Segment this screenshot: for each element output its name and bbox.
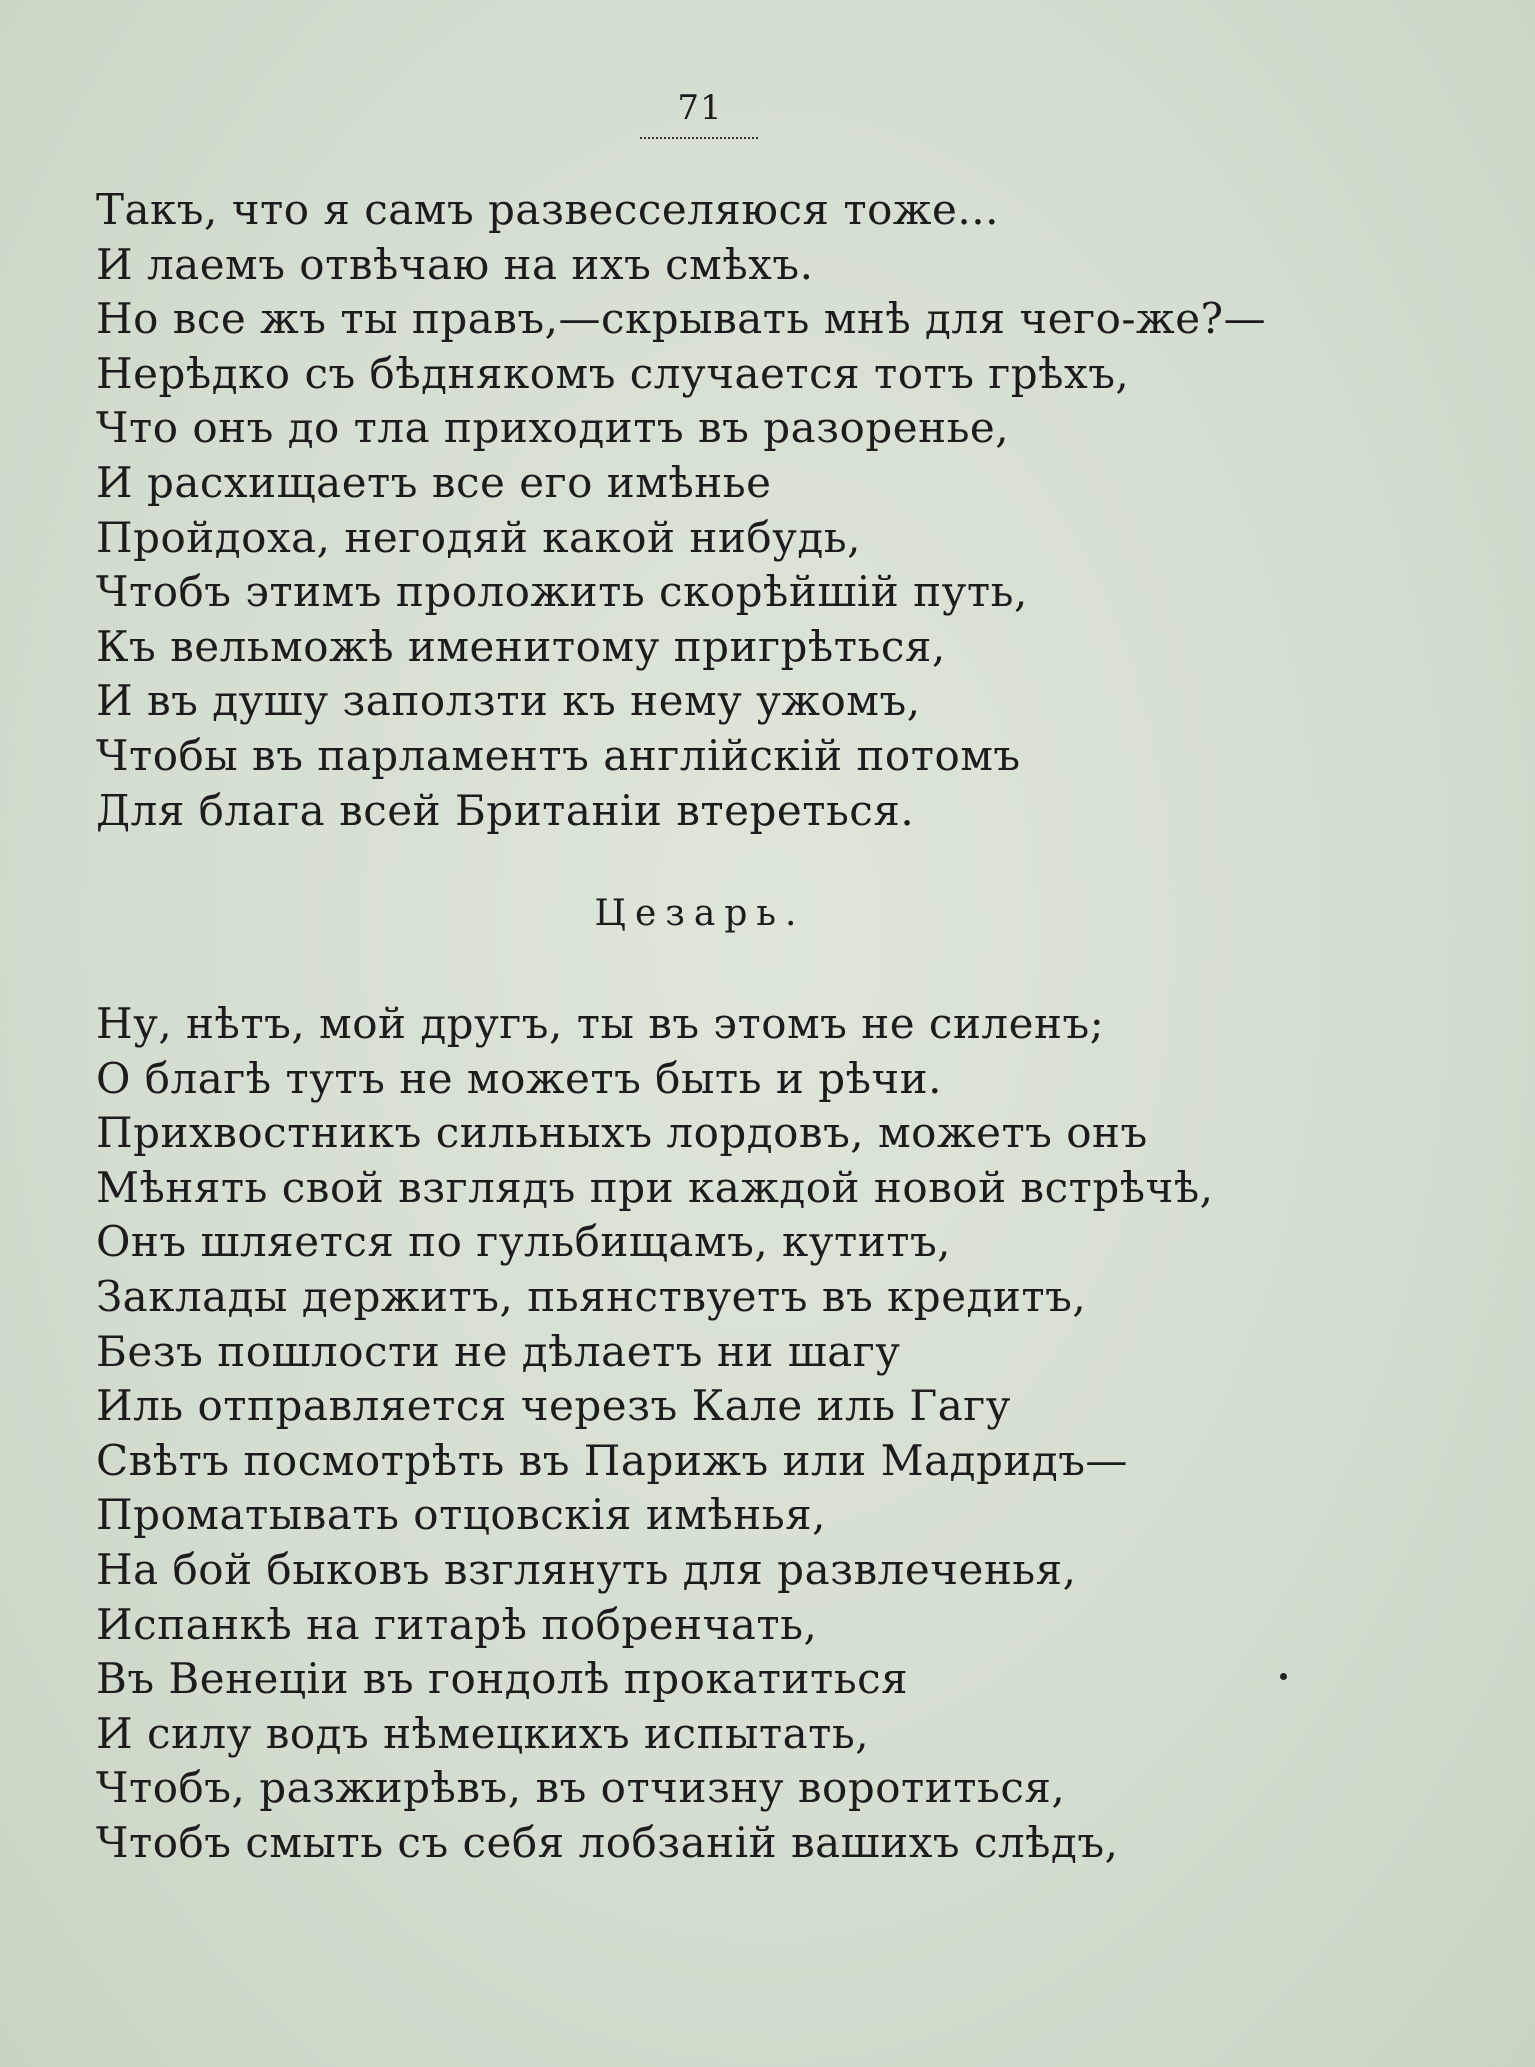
verse-line: Что онъ до тла приходитъ въ разоренье, bbox=[96, 403, 1010, 453]
verse-line: И силу водъ нѣмецкихъ испытать, bbox=[96, 1708, 870, 1758]
verse-line: Такъ, что я самъ развесселяюся тоже... bbox=[96, 185, 999, 234]
verse-line: Чтобы въ парламентъ англійскій потомъ bbox=[96, 730, 1021, 780]
verse-line: Пройдоха, негодяй какой нибудь, bbox=[96, 512, 861, 562]
verse-line: Мѣнять свой взглядъ при каждой новой встрѣчѣ, bbox=[96, 1162, 1214, 1212]
verse-line: Къ вельможѣ именитому пригрѣться, bbox=[96, 621, 946, 671]
verse-line: Въ Венеціи въ гондолѣ прокатиться bbox=[96, 1654, 909, 1704]
verse-line: Безъ пошлости не дѣлаетъ ни шагу bbox=[96, 1326, 901, 1376]
verse-line: И лаемъ отвѣчаю на ихъ смѣхъ. bbox=[96, 239, 814, 289]
verse-stanza-1 bbox=[96, 183, 1416, 838]
verse-line: Но все жъ ты правъ,—скрывать мнѣ для чего-же?— bbox=[96, 294, 1267, 344]
verse-line: Онъ шляется по гульбищамъ, кутитъ, bbox=[96, 1217, 952, 1267]
verse-line: Проматывать отцовскія имѣнья, bbox=[96, 1490, 827, 1540]
verse-line: Свѣтъ посмотрѣть въ Парижъ или Мадридъ— bbox=[96, 1435, 1128, 1485]
verse-stanza-2 bbox=[96, 997, 1416, 1871]
verse-line: Чтобъ этимъ проложить скорѣйшій путь, bbox=[96, 567, 1028, 617]
page-number-rule bbox=[640, 137, 758, 139]
verse-line: Иль отправляется черезъ Кале иль Гагу bbox=[96, 1381, 1011, 1431]
verse-line: О благѣ тутъ не можетъ быть и рѣчи. bbox=[96, 1053, 943, 1103]
verse-line: Ну, нѣтъ, мой другъ, ты въ этомъ не силенъ; bbox=[96, 999, 1105, 1048]
verse-line: И расхищаетъ все его имѣнье bbox=[96, 457, 772, 507]
verse-line: Чтобъ смыть съ себя лобзаній вашихъ слѣдъ, bbox=[96, 1817, 1119, 1867]
speaker-name: Цезарь. bbox=[594, 893, 806, 934]
page-number: 71 bbox=[677, 88, 723, 128]
verse-line: Испанкѣ на гитарѣ побренчать, bbox=[96, 1599, 818, 1649]
verse-line: И въ душу заползти къ нему ужомъ, bbox=[96, 676, 921, 726]
verse-line: Чтобъ, разжирѣвъ, въ отчизну воротиться, bbox=[96, 1763, 1066, 1813]
ink-speck bbox=[1280, 1673, 1287, 1680]
verse-line: Заклады держитъ, пьянствуетъ въ кредитъ, bbox=[96, 1271, 1087, 1321]
verse-line: Для блага всей Британіи втереться. bbox=[96, 785, 915, 835]
verse-line: Прихвостникъ сильныхъ лордовъ, можетъ онъ bbox=[96, 1108, 1148, 1158]
verse-line: На бой быковъ взглянуть для развлеченья, bbox=[96, 1544, 1077, 1594]
verse-line: Нерѣдко съ бѣднякомъ случается тотъ грѣхъ, bbox=[96, 348, 1130, 398]
